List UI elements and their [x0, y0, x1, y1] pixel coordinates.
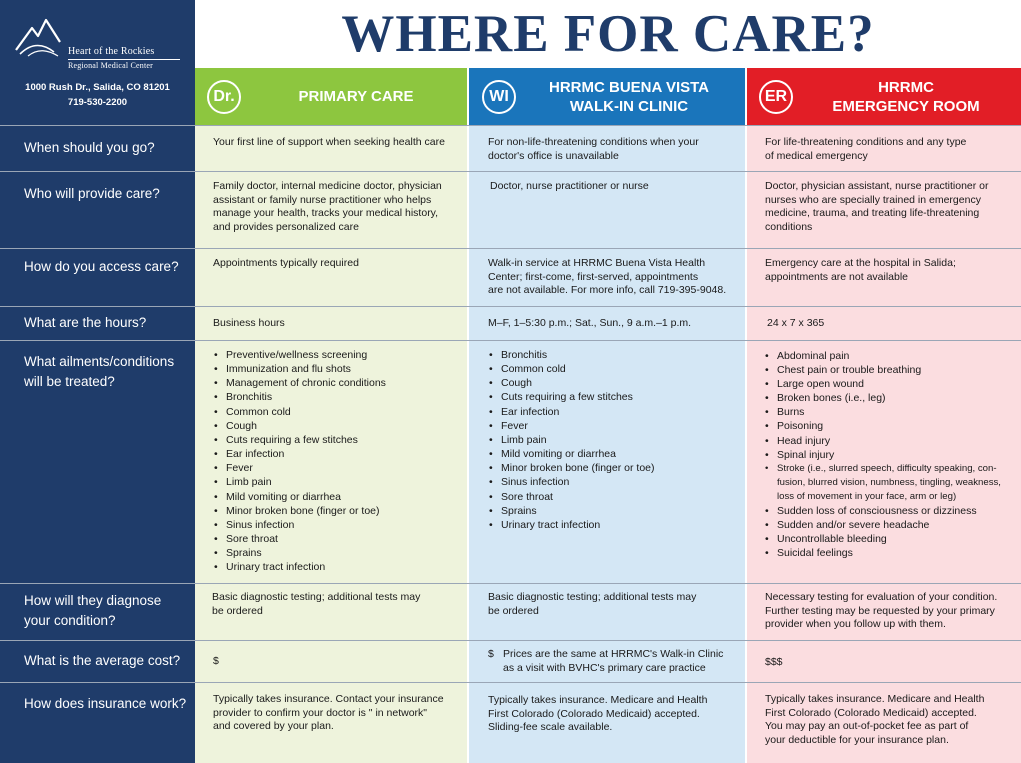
list-item: • Suicidal feelings [764, 546, 1020, 560]
row-divider [0, 248, 1021, 249]
cell-er-who: Doctor, physician assistant, nurse practitioner or nurses who are specially trained in emergency medicine, trauma, and treating life-threatening conditions [765, 180, 989, 233]
ailment-list-primary [213, 348, 465, 575]
row-divider [0, 340, 1021, 341]
list-item: • Cough [213, 419, 465, 433]
column-title-emergency-room: HRRMC EMERGENCY ROOM [832, 78, 980, 115]
list-item: • Abdominal pain [764, 349, 1020, 363]
column-header-walk-in [469, 68, 745, 125]
page-title: WHERE FOR CARE? [341, 5, 875, 63]
list-item: • Sprains [488, 504, 742, 518]
list-item: • Sore throat [213, 532, 465, 546]
list-item: • Bronchitis [213, 390, 465, 404]
list-item: • Sinus infection [488, 475, 742, 489]
cell-primary-insurance: Typically takes insurance. Contact your insurance provider to confirm your doctor is " in network" and covered by your plan. [213, 693, 444, 732]
ailment-list-walkin [488, 348, 742, 532]
cell-primary-cost: $ [213, 655, 219, 667]
list-item: • Poisoning [764, 419, 1020, 433]
list-item: • Urinary tract infection [488, 518, 742, 532]
cell-primary-when: Your first line of support when seeking health care [213, 136, 445, 148]
column-title-walk-in: HRRMC BUENA VISTA WALK-IN CLINIC [549, 78, 709, 115]
question-ailments: What ailments/conditions will be treated? [24, 354, 175, 389]
column-header-primary-care [195, 68, 467, 125]
cell-primary-diagnose: Basic diagnostic testing; additional tests may be ordered [212, 591, 421, 617]
row-divider [0, 125, 1021, 126]
hospital-logo [14, 12, 184, 72]
list-item: • Sprains [213, 546, 465, 560]
question-hours: What are the hours? [24, 315, 147, 330]
question-insurance: How does insurance work? [24, 696, 187, 711]
cell-walkin-who: Doctor, nurse practitioner or nurse [490, 180, 649, 192]
list-item: • Limb pain [488, 433, 742, 447]
cell-er-access: Emergency care at the hospital in Salida; appointments are not available [765, 257, 956, 283]
list-item: • Mild vomiting or diarrhea [488, 447, 742, 461]
list-item: • Sudden and/or severe headache [764, 518, 1020, 532]
column-divider [745, 125, 747, 763]
list-item: • Sinus infection [213, 518, 465, 532]
question-cost: What is the average cost? [24, 653, 181, 668]
row-divider [0, 171, 1021, 172]
list-item: • Spinal injury [764, 448, 1020, 462]
list-item: • Fever [488, 419, 742, 433]
list-item: • Stroke (i.e., slurred speech, difficulty speaking, con- fusion, blurred vision, numbness, tingling, weakness, loss of movement in your face, arm or leg) [764, 462, 1020, 504]
row-divider [0, 640, 1021, 641]
list-item: • Common cold [213, 405, 465, 419]
list-item: • Minor broken bone (finger or toe) [213, 504, 465, 518]
list-item: • Cuts requiring a few stitches [213, 433, 465, 447]
row-divider [0, 682, 1021, 683]
cell-walkin-access: Walk-in service at HRRMC Buena Vista Health Center; first-come, first-served, appointments are not available. For more info, call 719-395-9048. [488, 257, 727, 296]
logo-line1: Heart of the Rockies [68, 46, 155, 57]
cell-er-ailments [764, 349, 1020, 560]
list-item: • Cuts requiring a few stitches [488, 390, 742, 404]
list-item: • Uncontrollable bleeding [764, 532, 1020, 546]
badge-emergency-room: ER [759, 80, 793, 114]
list-item: • Immunization and flu shots [213, 362, 465, 376]
cell-primary-hours: Business hours [213, 317, 285, 329]
list-item: • Chest pain or trouble breathing [764, 363, 1020, 377]
list-item: • Fever [213, 461, 465, 475]
list-item: • Sudden loss of consciousness or dizziness [764, 504, 1020, 518]
list-item: • Cough [488, 376, 742, 390]
list-item: • Ear infection [213, 447, 465, 461]
list-item: • Bronchitis [488, 348, 742, 362]
cell-er-when: For life-threatening conditions and any type of medical emergency [765, 136, 967, 162]
cell-er-cost: $$$ [765, 656, 783, 668]
column-divider [467, 125, 469, 763]
badge-walk-in: WI [482, 80, 516, 114]
list-item: • Broken bones (i.e., leg) [764, 391, 1020, 405]
list-item: • Mild vomiting or diarrhea [213, 490, 465, 504]
cell-walkin-ailments [488, 348, 742, 532]
logo-line2: Regional Medical Center [68, 61, 154, 70]
cell-primary-who: Family doctor, internal medicine doctor, physician assistant or family nurse practitioner who helps manage your health, tracks your medical history, and provides personalized care [213, 180, 442, 233]
list-item: • Ear infection [488, 405, 742, 419]
cell-primary-ailments [213, 348, 465, 575]
cell-walkin-cost-symbol: $ [488, 648, 494, 660]
question-diagnose: How will they diagnose your condition? [24, 593, 162, 628]
question-access: How do you access care? [24, 259, 179, 274]
cell-walkin-when: For non-life-threatening conditions when your doctor's office is unavailable [488, 136, 699, 162]
cell-walkin-hours: M–F, 1–5:30 p.m.; Sat., Sun., 9 a.m.–1 p.m. [488, 317, 692, 329]
list-item: • Sore throat [488, 490, 742, 504]
question-when: When should you go? [24, 140, 155, 155]
list-item: • Urinary tract infection [213, 560, 465, 574]
list-item: • Minor broken bone (finger or toe) [488, 461, 742, 475]
row-divider [0, 306, 1021, 307]
cell-walkin-cost: Prices are the same at HRRMC's Walk-in Clinic as a visit with BVHC's primary care practice [503, 648, 724, 674]
cell-walkin-diagnose: Basic diagnostic testing; additional tests may be ordered [488, 591, 697, 617]
cell-er-insurance: Typically takes insurance. Medicare and Health First Colorado (Colorado Medicaid) accepted. You may pay an out-of-pocket fee as part of your deductible for your insurance plan. [765, 693, 985, 746]
list-item: • Management of chronic conditions [213, 376, 465, 390]
logo-divider [68, 59, 180, 60]
question-who: Who will provide care? [24, 186, 160, 201]
cell-er-hours: 24 x 7 x 365 [767, 317, 825, 329]
list-item: • Preventive/wellness screening [213, 348, 465, 362]
phone: 719-530-2200 [67, 97, 128, 108]
row-divider [0, 583, 1021, 584]
cell-primary-access: Appointments typically required [213, 257, 359, 269]
column-header-emergency-room [747, 68, 1021, 125]
list-item: • Limb pain [213, 475, 465, 489]
list-item: • Large open wound [764, 377, 1020, 391]
list-item: • Common cold [488, 362, 742, 376]
list-item: • Head injury [764, 434, 1020, 448]
ailment-list-er [764, 349, 1020, 560]
address: 1000 Rush Dr., Salida, CO 81201 [25, 82, 170, 93]
cell-er-diagnose: Necessary testing for evaluation of your condition. Further testing may be requested by your primary provider when you follow up with them. [765, 591, 998, 630]
mountain-logo-icon [14, 12, 74, 58]
badge-primary-care: Dr. [207, 80, 241, 114]
cell-walkin-insurance: Typically takes insurance. Medicare and Health First Colorado (Colorado Medicaid) accepted. Sliding-fee scale available. [488, 694, 708, 733]
list-item: • Burns [764, 405, 1020, 419]
column-title-primary-care: PRIMARY CARE [298, 88, 414, 105]
